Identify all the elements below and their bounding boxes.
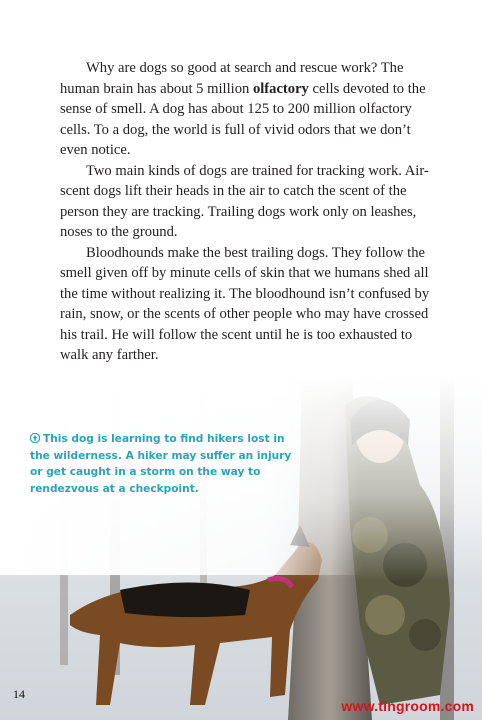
photo-caption xyxy=(30,431,292,497)
page-number: 14 xyxy=(13,687,25,701)
search-dog-photo xyxy=(0,375,482,720)
glossary-term: olfactory xyxy=(252,80,309,97)
paragraph-2: Two main kinds of dogs are trained for tracking work. Air-scent dogs lift their heads in the air to catch the scent of the person they are tracking. Trailing dogs work only on leashes, noses to the ground. xyxy=(60,162,429,240)
caption-text: This dog is learning to find hikers lost in the wilderness. A hiker may suffer an injury or get caught in a storm on the way to rendezvous at a checkpoint. xyxy=(30,433,292,495)
arrow-up-icon xyxy=(30,433,40,443)
body-text xyxy=(60,58,430,366)
paragraph-3: Bloodhounds make the best trailing dogs. They follow the smell given off by minute cells of skin that we humans shed all the time without realizing it. The bloodhound isn’t confused by rain, snow, or the scents of other people who may have crossed his trail. He will follow the scent until he is too exhausted to walk any farther. xyxy=(60,244,430,363)
watermark: www.tingroom.com xyxy=(341,698,474,714)
paragraph-1: Why are dogs so good at search and rescue work? The human brain has about 5 million olfactory cells devoted to the sense of smell. A dog has about 125 to 200 million olfactory cells. To a dog, the world is full of vivid odors that we don’t even notice. xyxy=(60,60,426,158)
